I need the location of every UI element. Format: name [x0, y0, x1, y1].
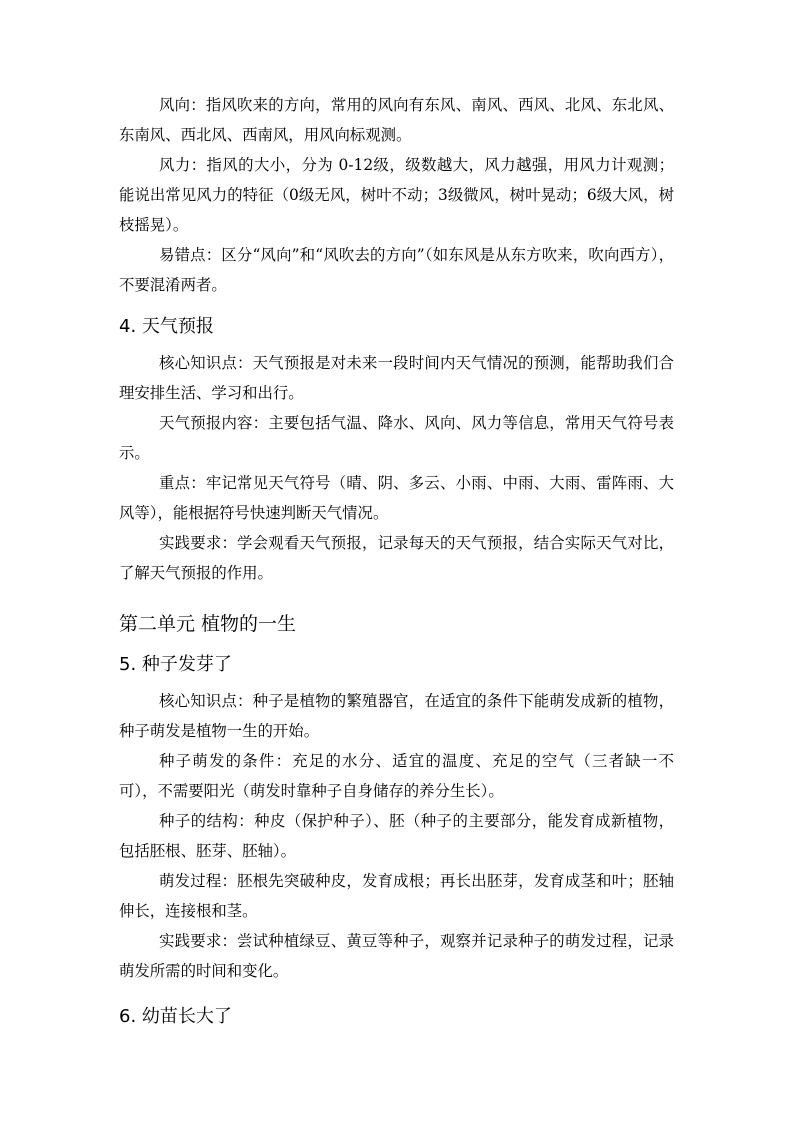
heading-weather-forecast: 4. 天气预报 [119, 316, 214, 337]
heading-unit-two: 第二单元 植物的一生 [119, 613, 297, 635]
paragraph-forecast-practice: 实践要求：学会观看天气预报，记录每天的天气预报，结合实际天气对比，了解天气预报的作用。 [119, 534, 674, 582]
seed-germination-section [119, 686, 674, 986]
paragraph-common-mistake: 易错点：区分“风向”和“风吹去的方向”（如东风是从东方吹来，吹向西方），不要混淆两者。 [119, 246, 674, 294]
paragraph-seed-practice: 实践要求：尝试种植绿豆、黄豆等种子，观察并记录种子的萌发过程，记录萌发所需的时间和变化。 [119, 932, 674, 980]
paragraph-wind-force: 风力：指风的大小，分为 0-12级，级数越大，风力越强，用风力计观测；能说出常见风力的特征（0级无风，树叶不动；3级微风，树叶晃动；6级大风，树枝摇晃）。 [119, 156, 674, 234]
paragraph-germination-conditions: 种子萌发的条件：充足的水分、适宜的温度、充足的空气（三者缺一不可），不需要阳光（萌发时靠种子自身储存的养分生长）。 [119, 752, 674, 800]
paragraph-seed-core: 核心知识点：种子是植物的繁殖器官，在适宜的条件下能萌发成新的植物，种子萌发是植物一生的开始。 [119, 692, 674, 740]
paragraph-forecast-key-point: 重点：牢记常见天气符号（晴、阴、多云、小雨、中雨、大雨、雷阵雨、大风等），能根据符号快速判断天气情况。 [119, 474, 674, 522]
weather-forecast-section [119, 348, 674, 588]
heading-seed-germination: 5. 种子发芽了 [119, 654, 232, 675]
paragraph-forecast-core: 核心知识点：天气预报是对未来一段时间内天气情况的预测，能帮助我们合理安排生活、学习和出行。 [119, 354, 674, 402]
paragraph-forecast-content: 天气预报内容：主要包括气温、降水、风向、风力等信息，常用天气符号表示。 [119, 414, 674, 462]
page-content [119, 90, 674, 1030]
paragraph-wind-direction: 风向：指风吹来的方向，常用的风向有东风、南风、西风、北风、东北风、东南风、西北风、西南风，用风向标观测。 [119, 96, 674, 144]
wind-section-tail [119, 90, 674, 300]
heading-seedling-growth: 6. 幼苗长大了 [119, 1006, 232, 1027]
paragraph-seed-structure: 种子的结构：种皮（保护种子）、胚（种子的主要部分，能发育成新植物，包括胚根、胚芽、胚轴）。 [119, 812, 674, 860]
paragraph-germination-process: 萌发过程：胚根先突破种皮，发育成根；再长出胚芽，发育成茎和叶；胚轴伸长，连接根和茎。 [119, 872, 674, 920]
